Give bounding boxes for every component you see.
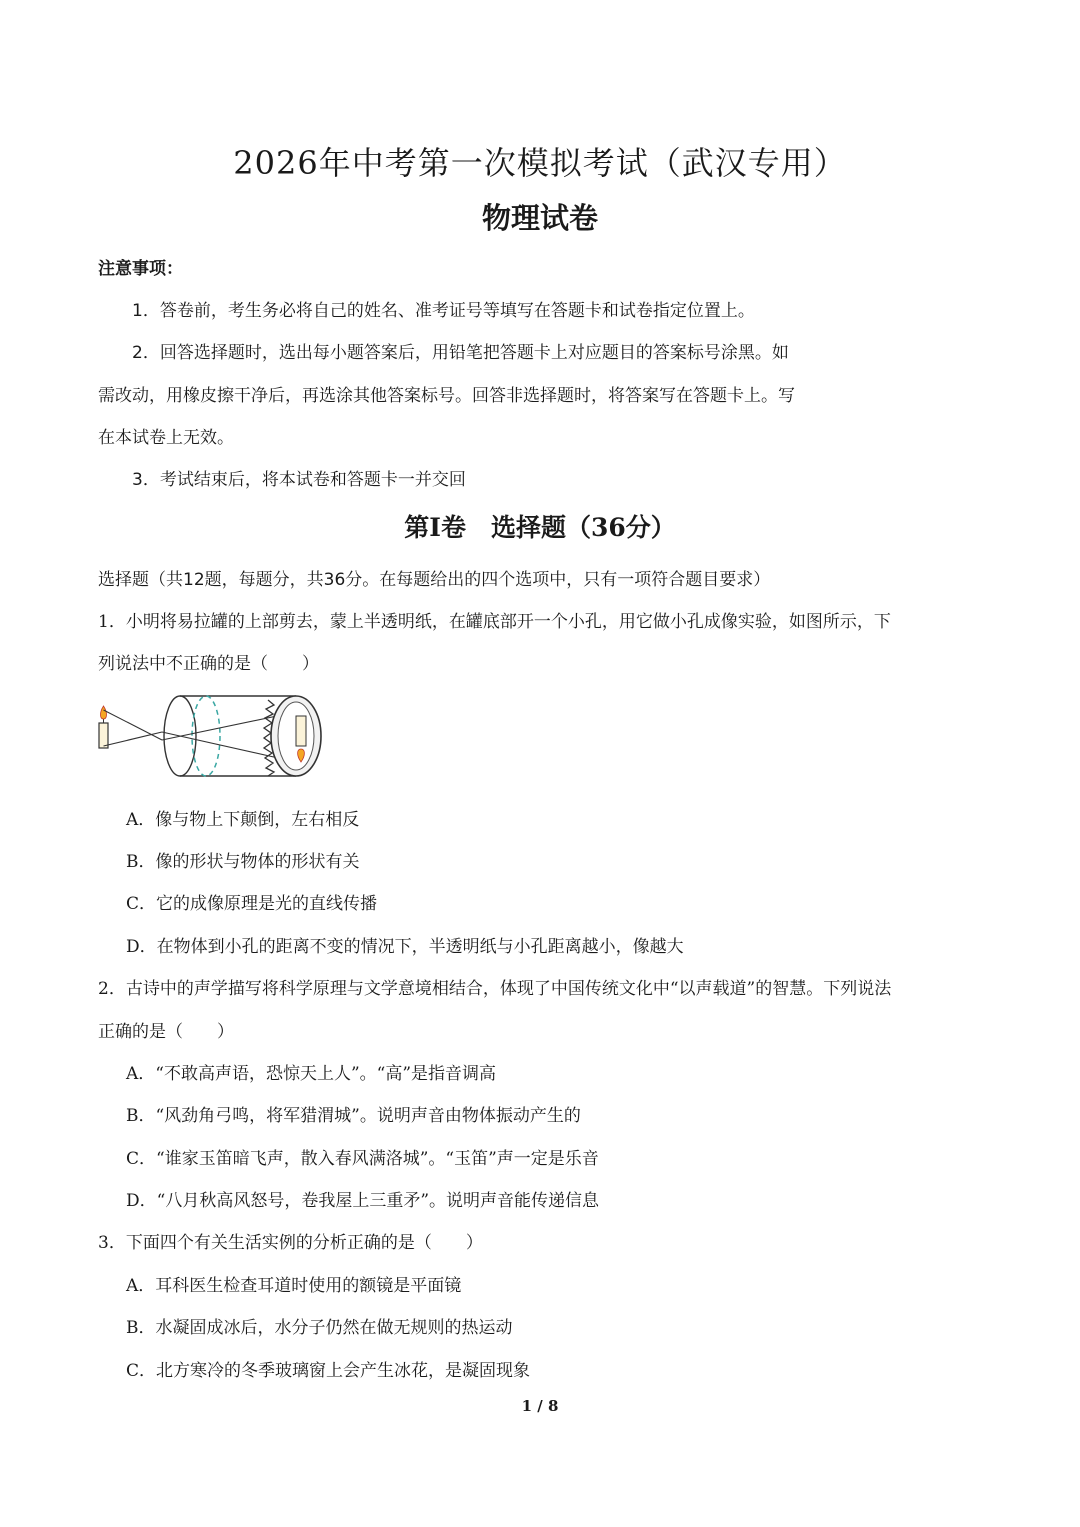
q1-stem-line-2: 列说法中不正确的是（ ）: [98, 654, 319, 674]
q2-option-c: C．“谁家玉笛暗飞声，散入春风满洛城”。“玉笛”声一定是乐音: [126, 1149, 599, 1169]
notice-item-3: 3．考试结束后，将本试卷和答题卡一并交回: [132, 470, 466, 490]
notice-item-1: 1．答卷前，考生务必将自己的姓名、准考证号等填写在答题卡和试卷指定位置上。: [132, 301, 755, 321]
q2-stem-line-2: 正确的是（ ）: [98, 1022, 234, 1042]
q1-option-b: B．像的形状与物体的形状有关: [126, 852, 360, 872]
page-number: 1 / 8: [521, 1397, 559, 1415]
section-instruction: 选择题（共12题，每题分，共36分。在每题给出的四个选项中，只有一项符合题目要求）: [98, 570, 771, 590]
q2-option-d: D．“八月秋高风怒号，卷我屋上三重矛”。说明声音能传递信息: [126, 1191, 600, 1211]
q3-option-b: B．水凝固成冰后，水分子仍然在做无规则的热运动: [126, 1318, 513, 1338]
pinhole-camera-diagram: [96, 688, 328, 784]
notice-item-2-line-1: 2．回答选择题时，选出每小题答案后，用铅笔把答题卡上对应题目的答案标号涂黑。如: [132, 343, 789, 363]
notice-item-2-line-3: 在本试卷上无效。: [98, 428, 234, 448]
q1-option-d: D．在物体到小孔的距离不变的情况下，半透明纸与小孔距离越小，像越大: [126, 937, 684, 957]
q2-option-a: A．“不敢高声语，恐惊天上人”。“高”是指音调高: [126, 1064, 497, 1084]
notice-item-2-line-2: 需改动，用橡皮擦干净后，再选涂其他答案标号。回答非选择题时，将答案写在答题卡上。写: [98, 386, 795, 406]
q3-option-a: A．耳科医生检查耳道时使用的额镜是平面镜: [126, 1276, 462, 1296]
q2-stem-line-1: 2．古诗中的声学描写将科学原理与文学意境相结合，体现了中国传统文化中“以声载道”的智慧。下列说法: [98, 979, 892, 999]
section-title: 第Ⅰ卷 选择题（36分）: [404, 513, 676, 542]
exam-title: 2026年中考第一次模拟考试（武汉专用）: [233, 144, 847, 182]
exam-subtitle: 物理试卷: [481, 201, 598, 235]
q2-option-b: B．“风劲角弓鸣，将军猎渭城”。说明声音由物体振动产生的: [126, 1106, 581, 1126]
q3-stem-line-1: 3．下面四个有关生活实例的分析正确的是（ ）: [98, 1233, 483, 1253]
q3-option-c: C．北方寒冷的冬季玻璃窗上会产生冰花，是凝固现象: [126, 1361, 531, 1381]
notice-heading: 注意事项：: [98, 259, 183, 279]
q1-stem-line-1: 1．小明将易拉罐的上部剪去，蒙上半透明纸，在罐底部开一个小孔，用它做小孔成像实验，如图所示，下: [98, 612, 891, 632]
q1-option-a: A．像与物上下颠倒，左右相反: [126, 810, 360, 830]
q1-option-c: C．它的成像原理是光的直线传播: [126, 894, 378, 914]
